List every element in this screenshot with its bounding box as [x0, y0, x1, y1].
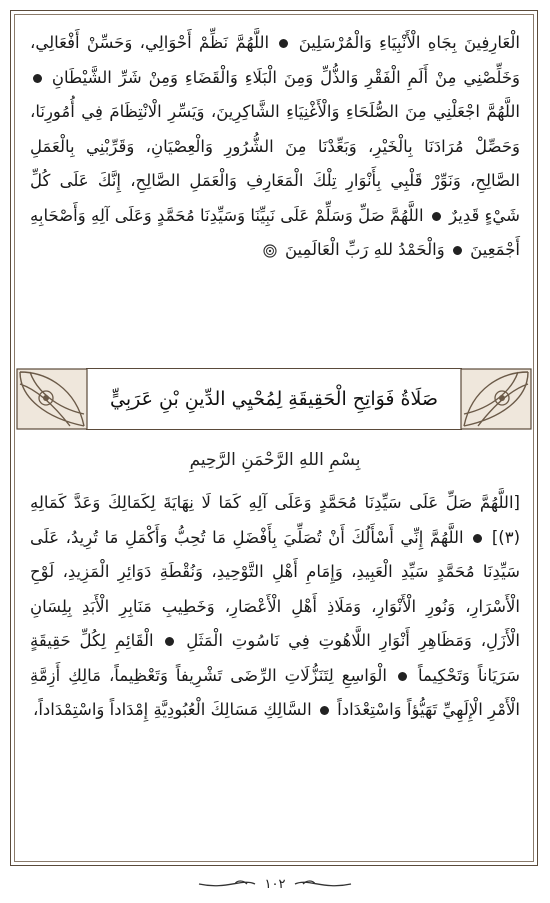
page-number-footer — [0, 872, 550, 896]
text-segment: [اللَّهُمَّ صَلِّ عَلَى سَيِّدِنَا مُحَمَّدٍ وَعَلَى آلِهِ كَمَا لَا نِهَايَةَ لِكَمَالِكَ وَعَدَّ كَمَالِهِ (٣)] — [30, 493, 521, 547]
text-segment: اللَّهُمَّ اجْعَلْنِي مِنَ الصُّلَحَاءِ وَالْأَغْنِيَاءِ الشَّاكِرِينَ، وَيَسِّرِ الْانْتِظَامَ فِي أُمُورِنَا، وَحَصِّلْ مُرَادَنَا بِالْخَيْرِ، وَبَعِّدْنَا مِنَ الشُّرُورِ وَالْعِصْيَانِ، وَقَرِّبْنِي بِالْعَمَلِ الصَّالِحِ، وَنَوِّرْ قَلْبِي بِأَنْوَارِ تِلْكَ الْمَعَارِفِ وَالْعَمَلِ الصَّالِحِ، إِنَّكَ عَلَى كُلِّ شَيْءٍ قَدِيرٌ — [30, 102, 520, 225]
text-segment: اللَّهُمَّ نَظِّمْ أَحْوَالِي، وَحَسِّنْ أَفْعَالِي، وَخَلِّصْنِي مِنْ أَلَمِ الْفَقْرِ وَالذُّلِّ وَمِنَ الْبَلَاءِ وَالْقَضَاءِ وَمِنْ شَرِّ الشَّيْطَانِ — [30, 33, 520, 87]
basmala-calligraphy: بِسْمِ اللهِ الرَّحْمَنِ الرَّحِيمِ — [189, 450, 361, 470]
text-segment: وَالْحَمْدُ للهِ رَبِّ الْعَالَمِينَ — [284, 240, 445, 259]
flourish-icon — [197, 877, 257, 891]
corner-ornament-icon — [460, 368, 532, 430]
top-text-block — [30, 26, 520, 268]
text-segment: الْقَائِمِ لِكُلِّ حَقِيقَةٍ سَرَيَاناً وَتَحْكِيماً — [30, 631, 520, 685]
separator-dot-icon — [453, 246, 462, 255]
text-segment: الْعَارِفِينَ بِجَاهِ الْأَنْبِيَاءِ وَالْمُرْسَلِينَ — [298, 33, 520, 52]
separator-dot-icon — [320, 706, 329, 715]
separator-dot-icon — [473, 534, 482, 543]
flourish-icon — [293, 877, 353, 891]
separator-dot-icon — [398, 672, 407, 681]
separator-dot-icon — [432, 212, 441, 221]
text-segment: اللَّهُمَّ صَلِّ وَسَلِّمْ عَلَى نَبِيِّنَا وَسَيِّدِنَا مُحَمَّدٍ وَعَلَى آلِهِ وَأَصْحَابِهِ أَجْمَعِينَ — [30, 205, 520, 259]
bottom-text-block — [30, 486, 520, 728]
separator-dot-icon — [33, 74, 42, 83]
text-segment: اللَّهُمَّ إِنِّي أَسْأَلُكَ أَنْ تُصَلِّيَ بِأَفْضَلِ مَا تُحِبُّ وَأَكْمَلِ مَا تُرِيدُ، عَلَى سَيِّدِنَا مُحَمَّدٍ سَيِّدِ الْعَبِيدِ، وَإِمَامِ أَهْلِ التَّوْحِيدِ، وَنُقْطَةِ دَوَائِرِ الْمَزِيدِ، لَوْحِ الْأَسْرَارِ، وَنُورِ الْأَنْوَارِ، وَمَلَاذِ أَهْلِ الْأَعْصَارِ، وَخَطِيبِ مَنَابِرِ الْأَبَدِ بِلِسَانِ الْأَزَلِ، وَمَظَاهِرِ أَنْوَارِ اللَّاهُوتِ فِي نَاسُوتِ الْمَثَلِ — [30, 527, 520, 650]
section-banner — [16, 368, 532, 430]
text-segment: السَّالِكِ مَسَالِكَ الْعُبُودِيَّةِ إِمْدَاداً وَاسْتِمْدَاداً، — [33, 700, 312, 719]
text-segment: الْوَاسِعِ لِتَنَزُّلَاتِ الرِّضَى تَشْرِيفاً وَتَعْظِيماً، مَالِكِ أَزِمَّةِ الْأَمْرِ الْإِلَهِيِّ تَهَيُّؤاً وَاسْتِعْدَاداً — [30, 665, 520, 719]
section-title: صَلَاةُ فَوَاتِحِ الْحَقِيقَةِ لِمُحْيِي الدِّينِ بْنِ عَرَبِيٍّ — [86, 368, 462, 430]
separator-dot-icon — [279, 39, 288, 48]
rosette-end-icon — [263, 244, 277, 258]
separator-dot-icon — [165, 637, 174, 646]
page-number: ١٠٢ — [264, 876, 286, 892]
corner-ornament-icon — [16, 368, 88, 430]
